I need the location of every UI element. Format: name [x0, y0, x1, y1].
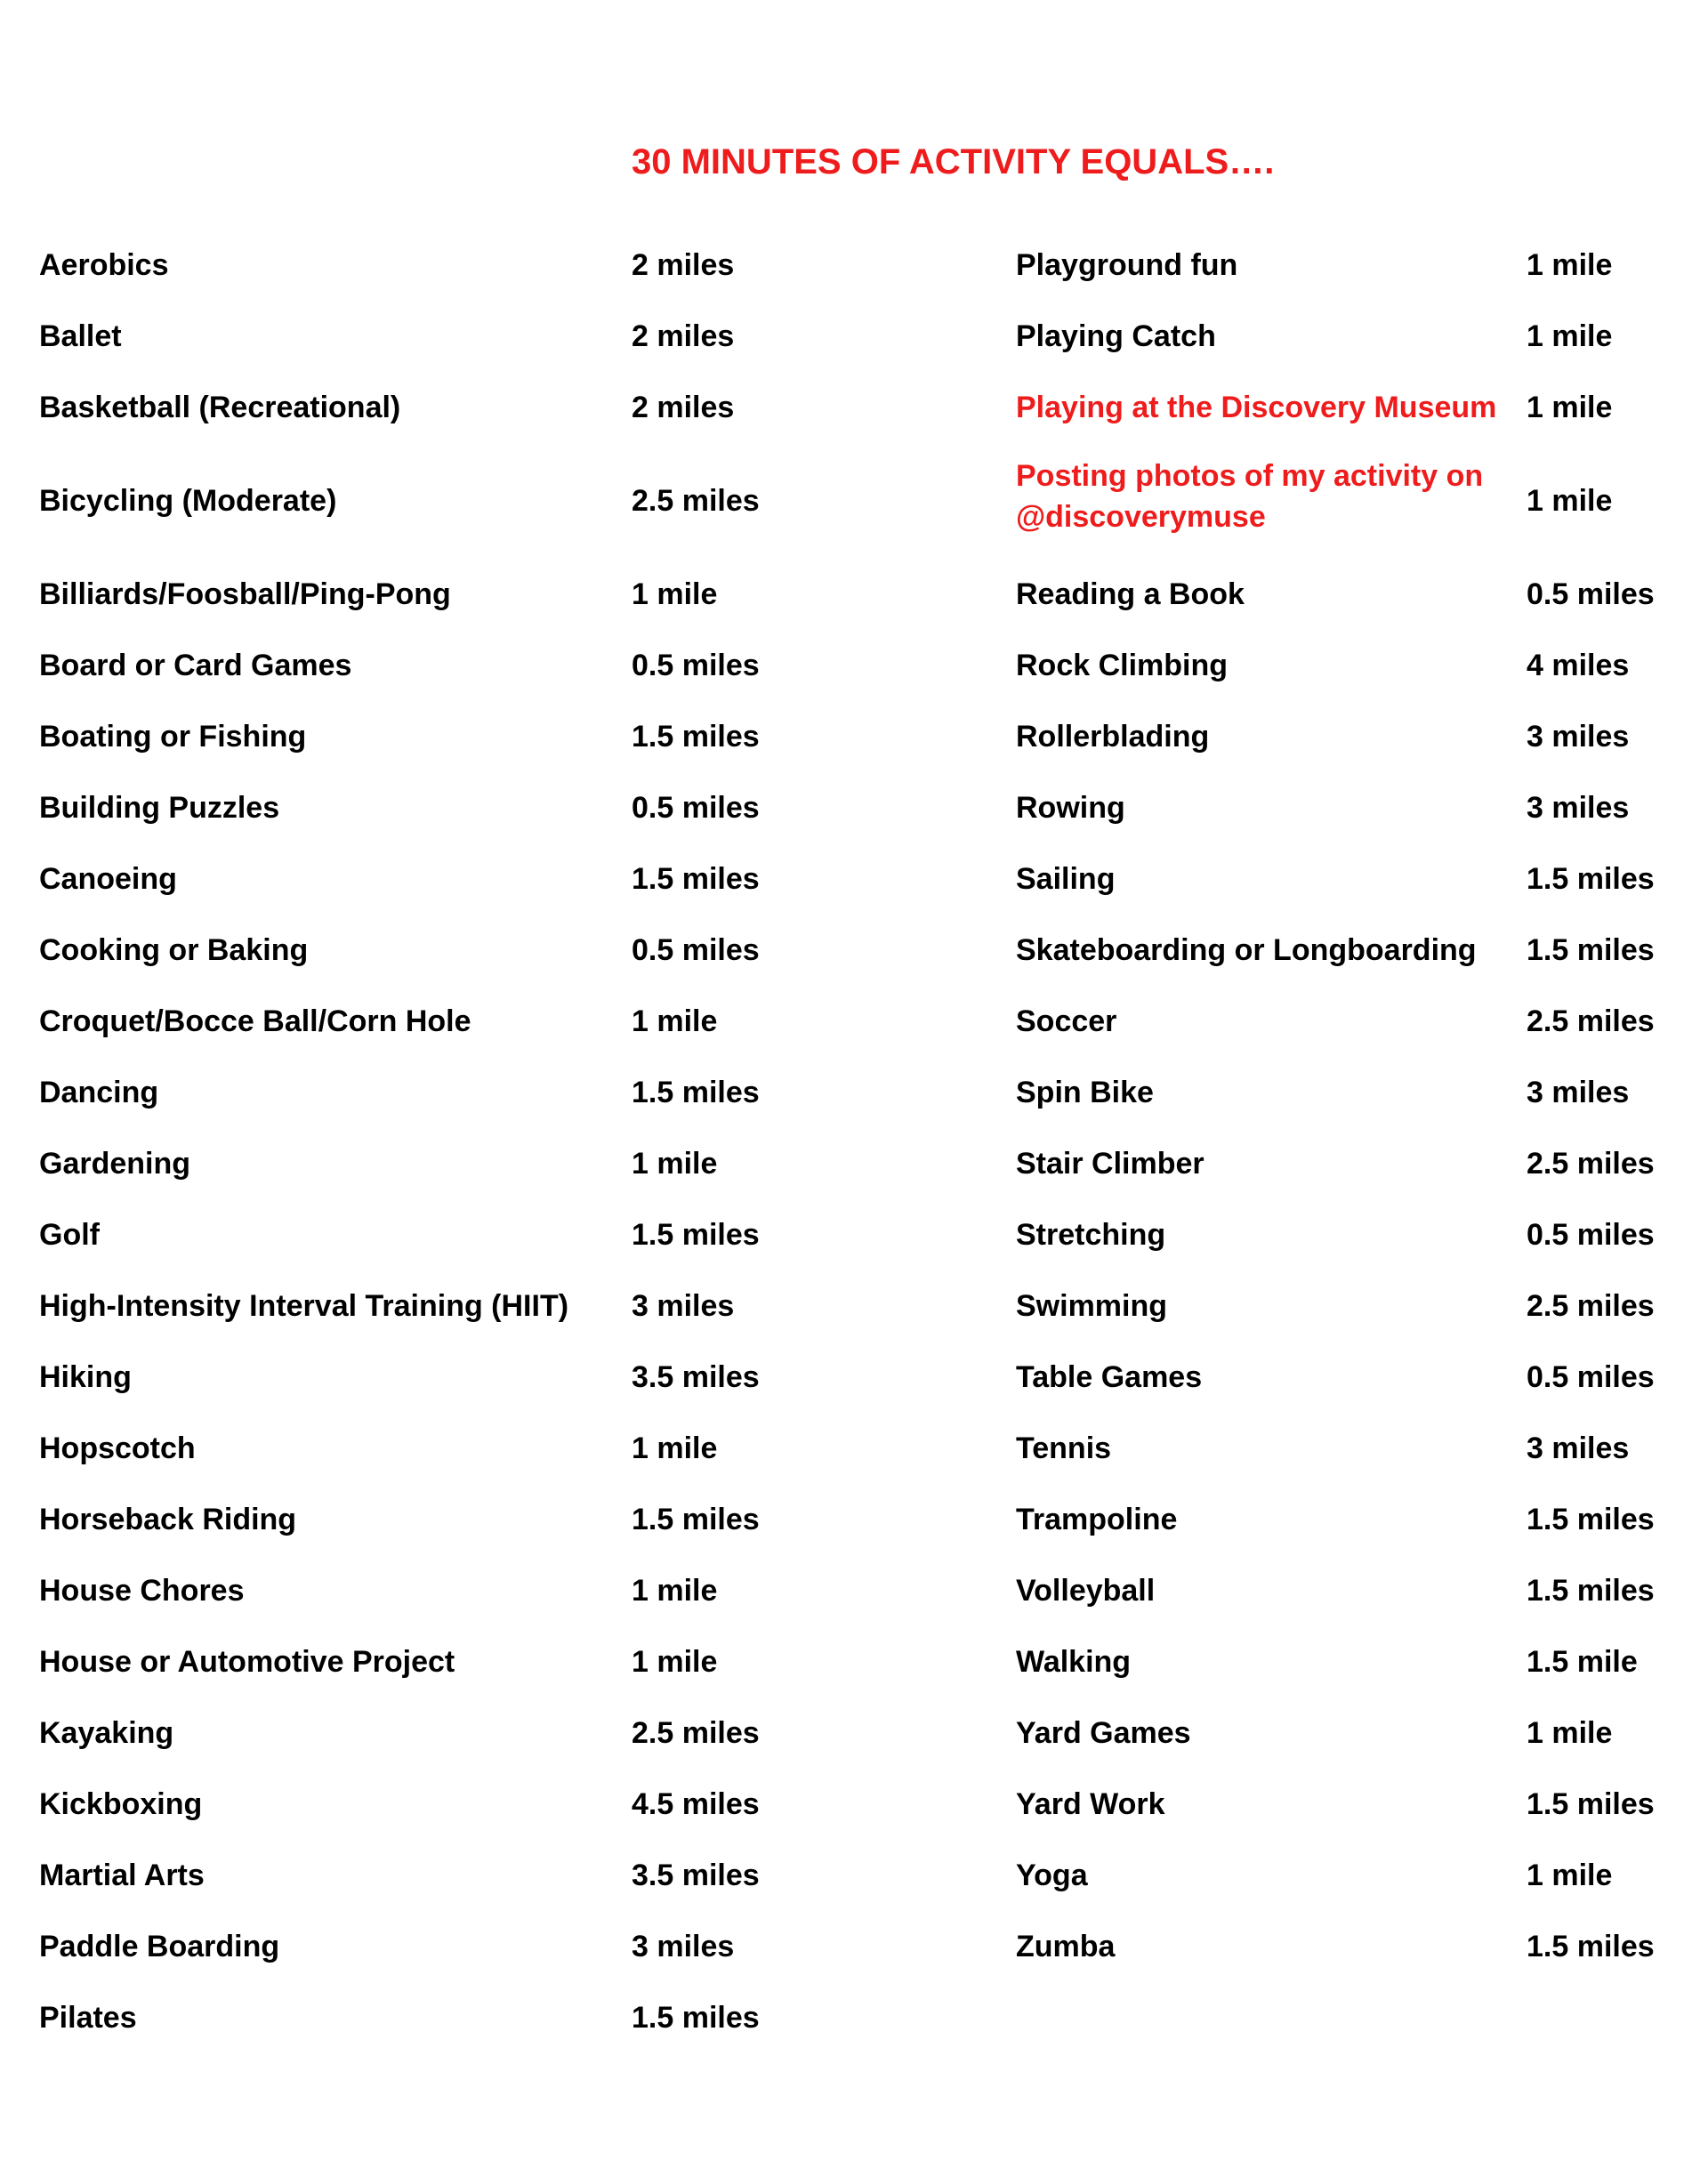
activity-distance: 1 mile — [1527, 1859, 1613, 1892]
activity-name: Bicycling (Moderate) — [39, 484, 337, 518]
activity-name: Paddle Boarding — [39, 1930, 280, 1963]
activity-distance: 1 mile — [1527, 484, 1613, 518]
activity-name: Tennis — [1016, 1431, 1112, 1465]
activity-distance: 3 miles — [1527, 720, 1630, 754]
activity-name: Horseback Riding — [39, 1503, 297, 1536]
activity-name: Ballet — [39, 319, 122, 353]
activity-distance: 1.5 mile — [1527, 1645, 1638, 1679]
activity-name: Soccer — [1016, 1004, 1117, 1038]
activity-distance: 3.5 miles — [632, 1859, 760, 1892]
activity-distance: 2 miles — [632, 248, 735, 282]
activity-distance: 0.5 miles — [632, 649, 760, 682]
activity-name: Yoga — [1016, 1859, 1088, 1892]
activity-distance: 0.5 miles — [632, 791, 760, 825]
activity-name: High-Intensity Interval Training (HIIT) — [39, 1289, 569, 1323]
activity-name: Zumba — [1016, 1930, 1116, 1963]
activity-distance: 1 mile — [632, 577, 718, 611]
activity-name: Kickboxing — [39, 1787, 203, 1821]
activity-name: Sailing — [1016, 862, 1116, 896]
activity-distance: 2 miles — [632, 319, 735, 353]
activity-name: Basketball (Recreational) — [39, 391, 401, 424]
activity-name: Martial Arts — [39, 1859, 205, 1892]
activity-distance: 2.5 miles — [1527, 1289, 1655, 1323]
activity-distance: 0.5 miles — [632, 933, 760, 967]
activity-name: Swimming — [1016, 1289, 1168, 1323]
activity-name: Skateboarding or Longboarding — [1016, 933, 1477, 967]
activity-name: Golf — [39, 1218, 100, 1252]
activity-distance: 1.5 miles — [632, 1076, 760, 1109]
activity-distance: 3 miles — [1527, 1431, 1630, 1465]
activity-name: Playing Catch — [1016, 319, 1216, 353]
activity-distance: 1 mile — [632, 1147, 718, 1181]
activity-distance: 4.5 miles — [632, 1787, 760, 1821]
activity-name: Walking — [1016, 1645, 1132, 1679]
activity-distance: 1.5 miles — [1527, 862, 1655, 896]
activity-name: Building Puzzles — [39, 791, 280, 825]
activity-name: Kayaking — [39, 1716, 174, 1750]
activity-distance: 1.5 miles — [1527, 1930, 1655, 1963]
activity-distance: 1.5 miles — [1527, 1503, 1655, 1536]
activity-distance: 3 miles — [632, 1930, 735, 1963]
activity-name: Stretching — [1016, 1218, 1166, 1252]
activity-distance: 2.5 miles — [1527, 1004, 1655, 1038]
activity-name: Hopscotch — [39, 1431, 196, 1465]
activity-name: Trampoline — [1016, 1503, 1178, 1536]
activity-name: Canoeing — [39, 862, 177, 896]
activity-name: Board or Card Games — [39, 649, 352, 682]
activity-name: Reading a Book — [1016, 577, 1245, 611]
activity-distance: 1.5 miles — [632, 1503, 760, 1536]
activity-distance: 1 mile — [632, 1574, 718, 1608]
activity-name: Posting photos of my activity on @discoverymuse — [1016, 459, 1484, 534]
activity-name: Cooking or Baking — [39, 933, 309, 967]
activity-name: Rollerblading — [1016, 720, 1210, 754]
activity-distance: 1.5 miles — [1527, 1787, 1655, 1821]
activity-name: Boating or Fishing — [39, 720, 307, 754]
activity-name: Yard Work — [1016, 1787, 1165, 1821]
activity-distance: 1.5 miles — [632, 1218, 760, 1252]
activity-distance: 1.5 miles — [1527, 1574, 1655, 1608]
activity-name: Stair Climber — [1016, 1147, 1204, 1181]
activity-name: Aerobics — [39, 248, 169, 282]
activity-name: Hiking — [39, 1360, 132, 1394]
activity-distance: 3 miles — [1527, 791, 1630, 825]
activity-distance: 1 mile — [1527, 319, 1613, 353]
activity-distance: 2.5 miles — [632, 1716, 760, 1750]
activity-distance: 3 miles — [1527, 1076, 1630, 1109]
activity-distance: 2.5 miles — [632, 484, 760, 518]
activity-name: Table Games — [1016, 1360, 1203, 1394]
activity-distance: 0.5 miles — [1527, 1360, 1655, 1394]
activity-distance: 2.5 miles — [1527, 1147, 1655, 1181]
activity-distance: 1 mile — [632, 1004, 718, 1038]
activity-distance: 1 mile — [1527, 391, 1613, 424]
activity-name: Rowing — [1016, 791, 1125, 825]
activity-name: Rock Climbing — [1016, 649, 1229, 682]
activity-distance: 1 mile — [1527, 1716, 1613, 1750]
activity-distance: 1.5 miles — [632, 862, 760, 896]
activity-name: Billiards/Foosball/Ping-Pong — [39, 577, 451, 611]
activity-name: Pilates — [39, 2001, 137, 2035]
activity-distance: 1 mile — [632, 1431, 718, 1465]
activity-distance: 0.5 miles — [1527, 577, 1655, 611]
activity-name: Spin Bike — [1016, 1076, 1154, 1109]
activity-distance: 1 mile — [1527, 248, 1613, 282]
activity-name: House Chores — [39, 1574, 245, 1608]
activity-distance: 3.5 miles — [632, 1360, 760, 1394]
activity-distance: 1 mile — [632, 1645, 718, 1679]
activity-distance: 0.5 miles — [1527, 1218, 1655, 1252]
activity-name: Gardening — [39, 1147, 191, 1181]
activity-name: Playing at the Discovery Museum — [1016, 391, 1497, 424]
activity-name: Dancing — [39, 1076, 159, 1109]
activity-distance: 2 miles — [632, 391, 735, 424]
page-title: 30 MINUTES OF ACTIVITY EQUALS…. — [632, 142, 1275, 181]
activity-name: Croquet/Bocce Ball/Corn Hole — [39, 1004, 471, 1038]
activity-distance: 4 miles — [1527, 649, 1630, 682]
activity-name: House or Automotive Project — [39, 1645, 455, 1679]
activity-distance: 1.5 miles — [632, 2001, 760, 2035]
activity-name: Volleyball — [1016, 1574, 1156, 1608]
activity-distance: 1.5 miles — [632, 720, 760, 754]
activity-distance: 1.5 miles — [1527, 933, 1655, 967]
activity-name: Yard Games — [1016, 1716, 1191, 1750]
activity-distance: 3 miles — [632, 1289, 735, 1323]
activity-name: Playground fun — [1016, 248, 1238, 282]
